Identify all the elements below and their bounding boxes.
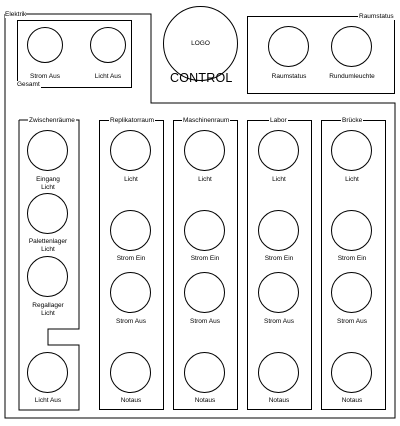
replikatorraum-notaus-label: Notaus [120, 397, 142, 404]
replikatorraum-licht-button[interactable] [110, 130, 151, 171]
bruecke-notaus-button[interactable] [331, 352, 372, 393]
bruecke-licht-label: Licht [345, 176, 359, 183]
maschinenraum-title: Maschinenraum [183, 117, 230, 124]
regallager-licht-label: Regallager Licht [32, 302, 64, 317]
bruecke-title: Brücke [342, 117, 363, 124]
eingang-licht-label: Eingang Licht [36, 176, 60, 191]
maschinenraum-licht-label: Licht [198, 176, 212, 183]
bruecke-strom-ein-button[interactable] [331, 210, 372, 251]
bruecke-strom-aus-label: Strom Aus [337, 318, 367, 325]
maschinenraum-notaus-button[interactable] [184, 352, 225, 393]
logo-icon [163, 6, 238, 81]
gesamt-title: Gesamt [17, 81, 40, 88]
labor-strom-ein-button[interactable] [258, 210, 299, 251]
zwischenraeume-title: Zwischenräume [29, 117, 75, 124]
regallager-licht-button[interactable] [27, 256, 68, 297]
replikatorraum-strom-aus-button[interactable] [110, 272, 151, 313]
labor-notaus-button[interactable] [258, 352, 299, 393]
gesamt-strom-aus-button[interactable] [27, 27, 63, 63]
labor-title: Labor [270, 117, 287, 124]
maschinenraum-strom-ein-button[interactable] [184, 210, 225, 251]
maschinenraum-notaus-label: Notaus [194, 397, 216, 404]
maschinenraum-strom-ein-label: Strom Ein [190, 255, 220, 262]
labor-licht-label: Licht [272, 176, 286, 183]
page-title: CONTROL [170, 71, 233, 85]
replikatorraum-title: Replikatorraum [110, 117, 155, 124]
replikatorraum-strom-ein-label: Strom Ein [116, 255, 146, 262]
maschinenraum-strom-aus-button[interactable] [184, 272, 225, 313]
labor-strom-ein-label: Strom Ein [264, 255, 294, 262]
raumstatus-panel-title: Raumstatus [359, 13, 394, 20]
logo-text: LOGO [191, 40, 210, 47]
gesamt-licht-aus-button[interactable] [90, 27, 126, 63]
labor-licht-button[interactable] [258, 130, 299, 171]
gesamt-strom-aus-label: Strom Aus [30, 73, 60, 80]
palettenlager-licht-button[interactable] [27, 193, 68, 234]
bruecke-strom-ein-label: Strom Ein [337, 255, 367, 262]
bruecke-notaus-label: Notaus [341, 397, 363, 404]
palettenlager-licht-label: Palettenlager Licht [28, 238, 68, 253]
raumstatus-label: Raumstatus [271, 73, 307, 80]
maschinenraum-licht-button[interactable] [184, 130, 225, 171]
labor-notaus-label: Notaus [268, 397, 290, 404]
eingang-licht-button[interactable] [27, 130, 68, 171]
raumstatus-button[interactable] [268, 26, 309, 67]
replikatorraum-strom-aus-label: Strom Aus [116, 318, 146, 325]
replikatorraum-strom-ein-button[interactable] [110, 210, 151, 251]
labor-strom-aus-label: Strom Aus [264, 318, 294, 325]
zwischenraeume-licht-aus-label: Licht Aus [34, 397, 62, 404]
rundumleuchte-label: Rundumleuchte [329, 73, 375, 80]
replikatorraum-notaus-button[interactable] [110, 352, 151, 393]
bruecke-licht-button[interactable] [331, 130, 372, 171]
zwischenraeume-licht-aus-button[interactable] [27, 352, 68, 393]
gesamt-licht-aus-label: Licht Aus [94, 73, 122, 80]
rundumleuchte-button[interactable] [331, 26, 372, 67]
replikatorraum-licht-label: Licht [124, 176, 138, 183]
labor-strom-aus-button[interactable] [258, 272, 299, 313]
elektrik-title: Elektrik [5, 11, 27, 18]
maschinenraum-strom-aus-label: Strom Aus [190, 318, 220, 325]
bruecke-strom-aus-button[interactable] [331, 272, 372, 313]
